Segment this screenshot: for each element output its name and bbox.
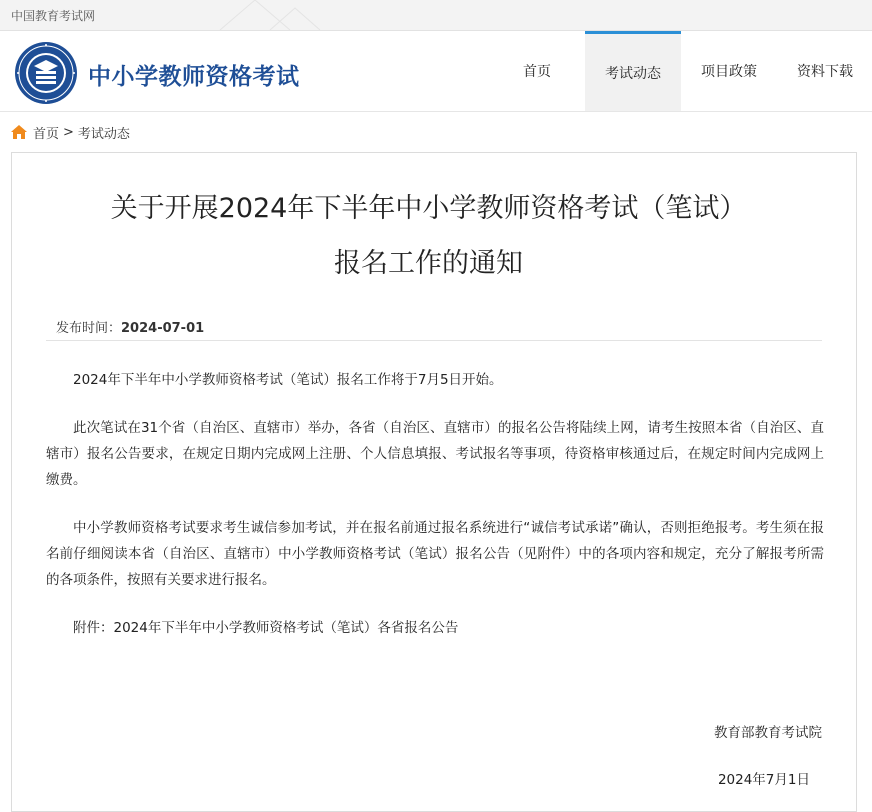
nav-item-downloads[interactable]: 资料下载 [797, 64, 853, 80]
breadcrumb-current-link[interactable]: 考试动态 [77, 126, 130, 142]
article-title-line2: 报名工作的通知 [334, 248, 523, 279]
article-body [46, 367, 824, 663]
paragraph-2: 此次笔试在31个省（自治区、直辖市）举办，各省（自治区、直辖市）的报名公告将陆续上网，请考生按照本省（自治区、直辖市）报名公告要求，在规定日期内完成网上注册、个人信息填报、考试报名等事项，待资格审核通过后，在规定时间内完成网上缴费。 [46, 420, 824, 488]
article-title-line1: 关于开展2024年下半年中小学教师资格考试（笔试） [110, 193, 747, 224]
publish-date: 2024-07-01 [121, 321, 205, 336]
publish-meta [56, 317, 204, 336]
meta-divider [46, 340, 822, 341]
decorative-lines [200, 0, 360, 30]
site-title[interactable]: 中小学教师资格考试 [88, 64, 300, 90]
signature-org: 教育部教育考试院 [714, 725, 822, 741]
site-home-link[interactable]: 中国教育考试网 [11, 9, 96, 23]
nav-item-policy[interactable]: 项目政策 [701, 64, 757, 80]
breadcrumb [11, 123, 130, 141]
publish-label: 发布时间： [56, 321, 122, 336]
nav-item-home[interactable]: 首页 [523, 64, 551, 80]
site-header [0, 31, 872, 112]
home-icon [11, 125, 27, 139]
nav-item-exam-news[interactable]: 考试动态 [585, 31, 681, 111]
breadcrumb-separator: > [63, 124, 74, 140]
paragraph-1: 2024年下半年中小学教师资格考试（笔试）报名工作将于7月5日开始。 [73, 372, 503, 388]
site-logo-icon[interactable] [14, 41, 78, 105]
paragraph-3: 中小学教师资格考试要求考生诚信参加考试，并在报名前通过报名系统进行“诚信考试承诺”确认，否则拒绝报考。考生须在报名前仔细阅读本省（自治区、直辖市）中小学教师资格考试（笔试）报名公告（见附件）中的各项内容和规定，充分了解报考所需的各项条件，按照有关要求进行报名。 [46, 520, 824, 588]
breadcrumb-home-link[interactable]: 首页 [33, 126, 60, 142]
article-title [0, 181, 857, 291]
signature-date: 2024年7月1日 [717, 772, 810, 788]
attachment-link[interactable]: 附件：2024年下半年中小学教师资格考试（笔试）各省报名公告 [73, 620, 459, 636]
top-bar [0, 0, 872, 31]
main-nav [489, 31, 872, 111]
